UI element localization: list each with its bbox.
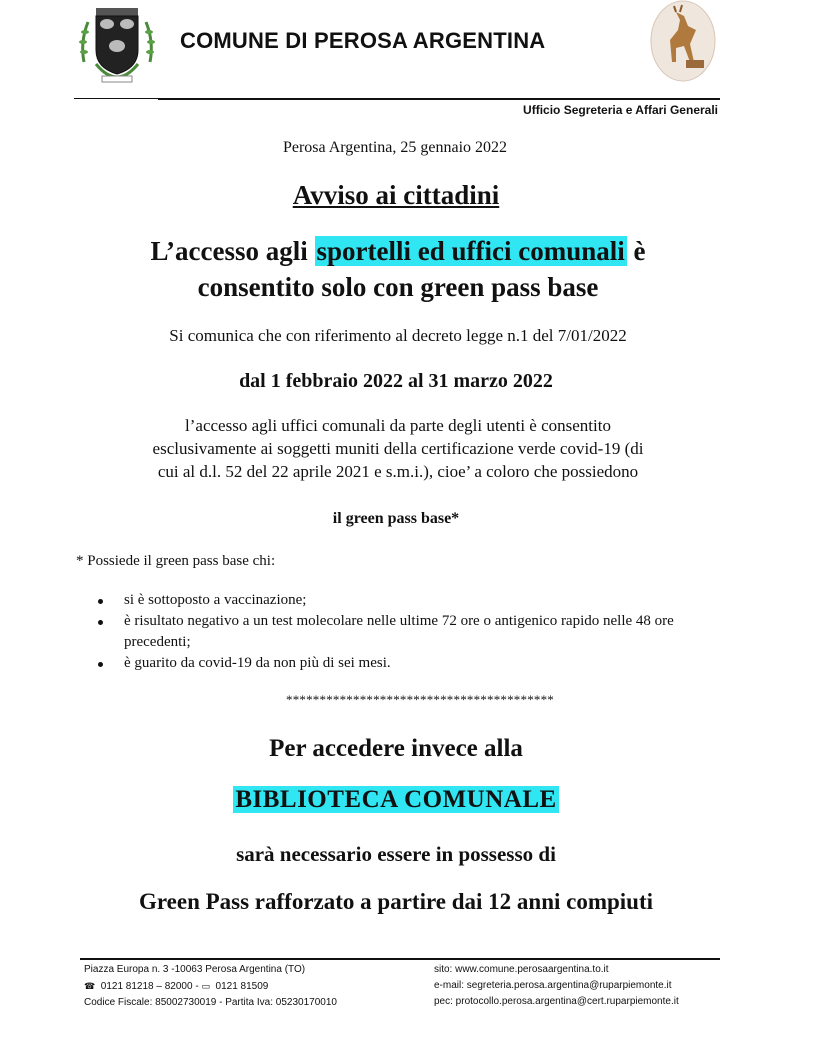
biblioteca-text xyxy=(0,786,792,814)
green-pass-base: il green pass base* xyxy=(332,510,460,527)
footer-email[interactable]: e-mail: segreteria.perosa.argentina@ruparpiemonte.it xyxy=(434,980,672,991)
biblioteca-highlight: BIBLIOTECA COMUNALE xyxy=(235,786,557,813)
accesso-line-1: l’accesso agli uffici comunali da parte degli utenti è consentito xyxy=(185,416,611,435)
requirements-list xyxy=(80,590,730,674)
chamois-logo-icon xyxy=(650,0,716,82)
date-line: Perosa Argentina, 25 gennaio 2022 xyxy=(282,139,508,156)
coat-of-arms-icon xyxy=(78,2,156,94)
phone-icon: ☎ xyxy=(84,981,96,991)
footer-fiscal: Codice Fiscale: 85002730019 - Partita Iva: 05230170010 xyxy=(84,997,337,1008)
notice-title: Avviso ai cittadini xyxy=(292,180,500,210)
possiede-text: * Possiede il green pass base chi: xyxy=(76,553,276,569)
footer-phone-line xyxy=(84,978,414,995)
fax-icon: ▭ xyxy=(201,981,210,991)
accedere-text: Per accedere invece alla xyxy=(269,735,523,762)
footer-right xyxy=(434,962,734,1010)
footer-left xyxy=(84,962,414,1011)
header-rule xyxy=(158,98,720,100)
headline xyxy=(40,233,756,305)
rafforzato-text: Green Pass rafforzato a partire dai 12 anni compiuti xyxy=(138,889,654,914)
list-item: è guarito da covid-19 da non più di sei mesi. xyxy=(80,653,730,674)
accesso-paragraph xyxy=(70,414,726,483)
stars-divider: **************************************** xyxy=(286,692,554,707)
list-item: si è sottoposto a vaccinazione; xyxy=(80,590,730,611)
list-item: è risultato negativo a un test molecolare nelle ultime 72 ore o antigenico rapido nelle 48 ore precedenti; xyxy=(80,611,730,653)
footer-address: Piazza Europa n. 3 -10063 Perosa Argentina (TO) xyxy=(84,964,306,975)
footer-phone: 0121 81218 – 82000 - xyxy=(100,981,199,992)
headline-line2: consentito solo con green pass base xyxy=(197,272,599,302)
comune-title: COMUNE DI PEROSA ARGENTINA xyxy=(180,28,546,53)
ufficio-label: Ufficio Segreteria e Affari Generali xyxy=(523,103,718,117)
footer-rule xyxy=(80,958,720,960)
footer-site[interactable]: sito: www.comune.perosaargentina.to.it xyxy=(434,964,609,975)
periodo-text: dal 1 febbraio 2022 al 31 marzo 2022 xyxy=(239,370,553,392)
headline-post: è xyxy=(633,236,646,266)
riferimento-text: Si comunica che con riferimento al decreto legge n.1 del 7/01/2022 xyxy=(169,326,627,345)
headline-highlight: sportelli ed uffici comunali xyxy=(316,236,625,266)
headline-pre: L’accesso agli xyxy=(150,236,308,266)
footer-pec[interactable]: pec: protocollo.perosa.argentina@cert.ruparpiemonte.it xyxy=(434,996,679,1007)
footer-fax: 0121 81509 xyxy=(215,981,269,992)
accesso-line-3: cui al d.l. 52 del 22 aprile 2021 e s.m.i.), cioe’ a coloro che possiedono xyxy=(157,462,639,481)
header-rule-thin xyxy=(74,98,158,99)
accesso-line-2: esclusivamente ai soggetti muniti della certificazione verde covid-19 (di xyxy=(152,439,644,458)
possesso-text: sarà necessario essere in possesso di xyxy=(236,842,556,866)
